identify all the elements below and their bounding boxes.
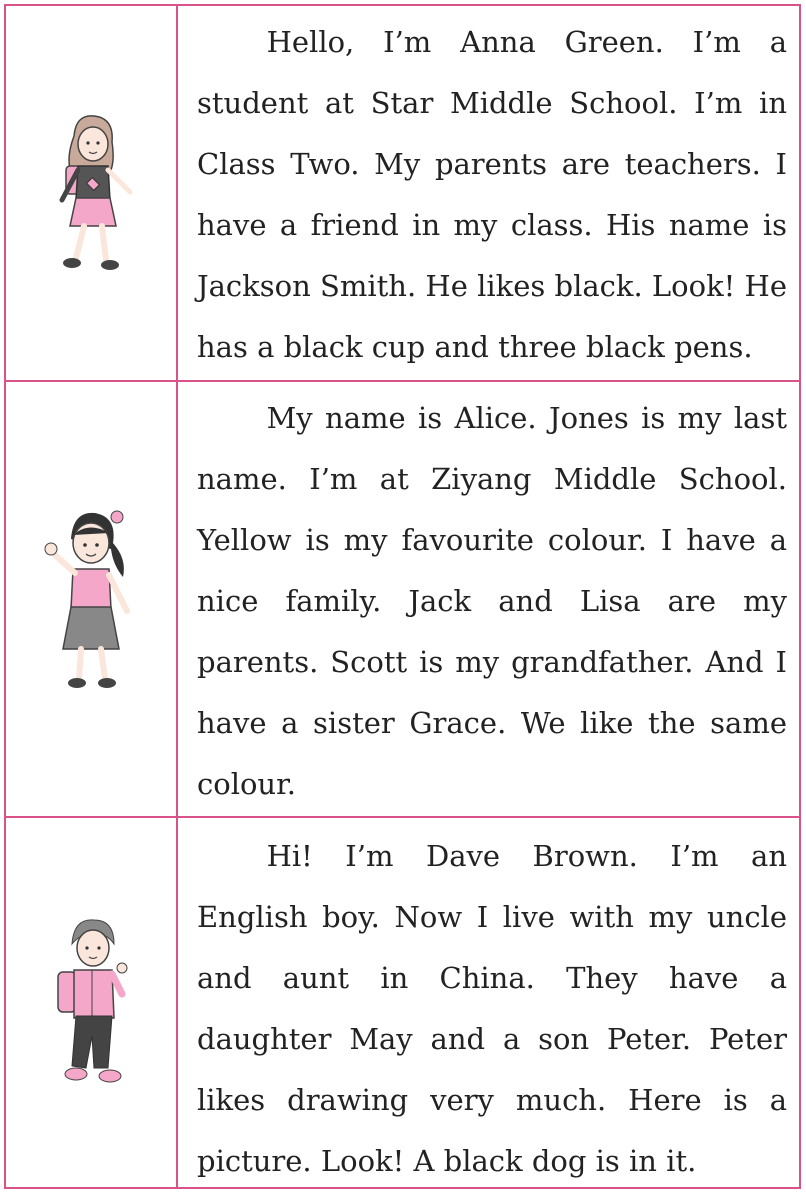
picture-cell (6, 818, 178, 1188)
passage-paragraph: Hi! I’m Dave Brown. I’m an English boy. Now I live with my uncle and aunt in China. They have a daughter May and a son Peter. Peter likes drawing very much. Here is a picture. Look! A black dog is in it. (197, 839, 787, 1178)
passage-text (197, 12, 787, 378)
passage-row-anna (6, 6, 799, 380)
passage-paragraph: Hello, I’m Anna Green. I’m a student at Star Middle School. I’m in Class Two. My parents are teachers. I have a friend in my class. His name is Jackson Smith. He likes black. Look! He has a black cup and three black pens. (197, 25, 787, 364)
girl-waving-icon (31, 499, 151, 699)
passage-row-alice (6, 380, 799, 816)
passage-table (4, 4, 801, 1189)
passage-text (197, 388, 787, 815)
girl-with-backpack-icon (36, 108, 146, 278)
passage-row-dave (6, 816, 799, 1188)
passage-text (197, 826, 787, 1192)
passage-paragraph: My name is Alice. Jones is my last name. I’m at Ziyang Middle School. Yellow is my favourite colour. I have a nice family. Jack and Lisa are my parents. Scott is my grandfather. And I have a sister Grace. We like the same colour. (197, 401, 787, 801)
boy-with-backpack-icon (36, 908, 146, 1098)
picture-cell (6, 382, 178, 816)
picture-cell (6, 6, 178, 380)
